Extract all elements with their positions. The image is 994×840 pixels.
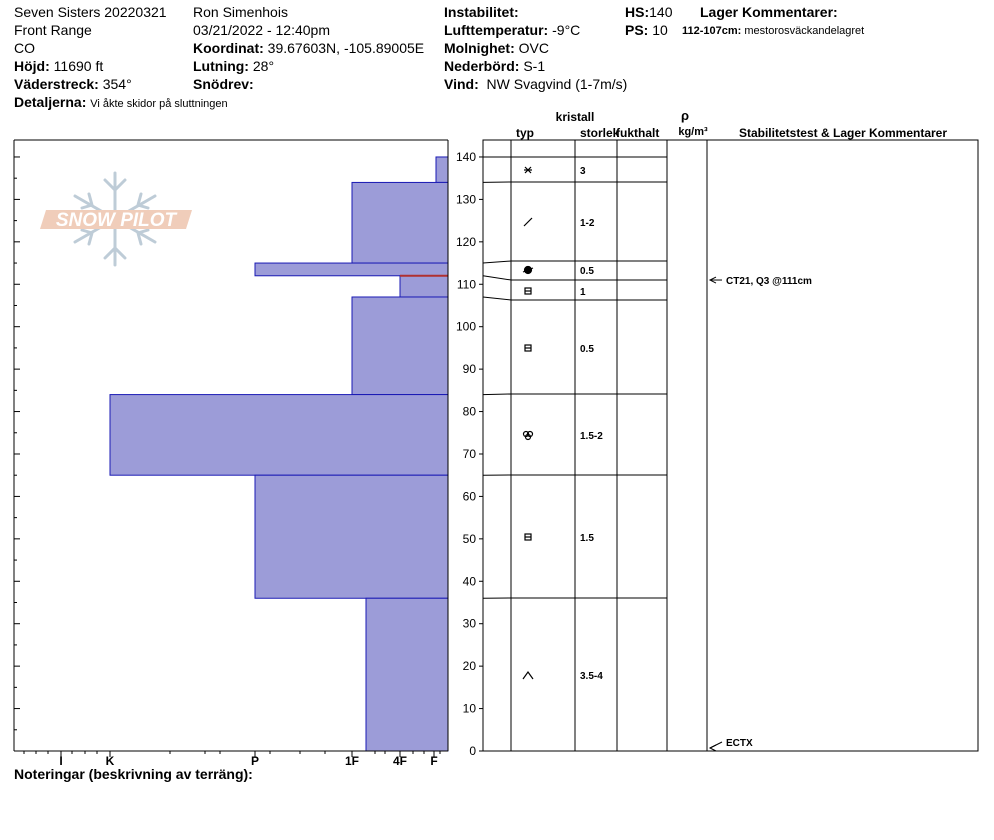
grain-size-label: 3.5-4 xyxy=(580,671,603,682)
logo-text: SNOW PILOT xyxy=(55,210,177,231)
depth-label-30: 30 xyxy=(462,616,476,631)
layer-connector-3 xyxy=(483,276,511,280)
depth-label-20: 20 xyxy=(462,659,476,674)
grain-size-label: 1-2 xyxy=(580,218,595,229)
coord-value: 39.67603N, -105.89005E xyxy=(267,40,425,56)
grain-size-label: 0.5 xyxy=(580,344,594,355)
hardness-bar-5 xyxy=(110,395,448,476)
hardness-bar-4 xyxy=(352,297,448,395)
test-label-1: ECTX xyxy=(726,738,753,749)
col-density-unit: kg/m³ xyxy=(678,126,708,138)
hardness-label-F: F xyxy=(430,754,438,768)
col-stability-header: Stabilitetstest & Lager Kommentarer xyxy=(738,126,948,140)
cloud-value: OVC xyxy=(518,40,549,56)
instability-label: Instabilitet: xyxy=(444,4,519,20)
depth-label-90: 90 xyxy=(462,362,476,377)
col-size-header: storlek xyxy=(580,126,620,140)
hardness-bar-6 xyxy=(255,475,448,598)
col-moisture-header: fukthalt xyxy=(616,126,660,140)
grain-size-label: 0.5 xyxy=(580,266,594,277)
depth-label-0: 0 xyxy=(469,744,476,758)
layer-connector-4 xyxy=(483,297,511,300)
layer-comment-range: 112-107cm: xyxy=(682,25,742,37)
notes-label: Noteringar (beskrivning av terräng): xyxy=(14,766,253,782)
details-label: Detaljerna: xyxy=(14,94,87,110)
right-panel-frame xyxy=(483,140,978,751)
grain-size-label: 1 xyxy=(580,287,586,298)
hardness-label-P: P xyxy=(250,754,260,768)
range-name: Front Range xyxy=(14,22,92,38)
test-label-0: CT21, Q3 @111cm xyxy=(726,276,812,288)
depth-label-120: 120 xyxy=(455,234,476,249)
col-rho-header: ρ xyxy=(680,108,690,123)
depth-label-50: 50 xyxy=(462,531,476,546)
grain-size-label: 1.5 xyxy=(580,533,594,544)
hs-value: 140 xyxy=(649,4,673,20)
ps-label: PS: xyxy=(625,22,649,38)
grain-faceted-icon xyxy=(525,288,531,294)
elevation-label: Höjd: xyxy=(14,58,50,74)
airtemp-value: -9°C xyxy=(552,22,581,38)
depth-label-10: 10 xyxy=(462,701,476,716)
site-name: Seven Sisters 20220321 xyxy=(14,4,167,20)
layer-comments-label: Lager Kommentarer: xyxy=(700,4,838,20)
precip-value: S-1 xyxy=(523,58,546,74)
hardness-label-4F: 4F xyxy=(392,754,408,768)
wind-value: NW Svagvind (1-7m/s) xyxy=(486,76,628,92)
slope-label: Lutning: xyxy=(193,58,249,74)
coord-label: Koordinat: xyxy=(193,40,264,56)
col-type-header: typ xyxy=(516,126,534,140)
grain-rounded-faceted-icon xyxy=(524,432,533,440)
details-value: Vi åkte skidor på sluttningen xyxy=(90,98,228,110)
grain-faceted-icon xyxy=(525,345,531,351)
layer-connector-5 xyxy=(483,394,511,395)
aspect-value: 354° xyxy=(102,76,132,92)
hardness-label-1F: 1F xyxy=(344,754,360,768)
observer-name: Ron Simenhois xyxy=(193,4,288,20)
grain-size-label: 1.5-2 xyxy=(580,431,603,442)
depth-label-40: 40 xyxy=(462,574,476,589)
depth-label-70: 70 xyxy=(462,446,476,461)
wind-label: Vind: xyxy=(444,76,479,92)
grain-faceted-icon xyxy=(525,534,531,540)
depth-label-80: 80 xyxy=(462,404,476,419)
col-crystal-header: kristall xyxy=(555,110,595,124)
layer-connector-2 xyxy=(483,261,511,263)
depth-label-140: 140 xyxy=(455,149,476,164)
observation-datetime: 03/21/2022 - 12:40pm xyxy=(193,22,330,38)
cloud-label: Molnighet: xyxy=(444,40,515,56)
hardness-bar-2 xyxy=(255,263,448,276)
ps-value: 10 xyxy=(652,22,668,38)
snowpilot-logo xyxy=(40,173,192,265)
layer-comment-text: mestorosväckandelagret xyxy=(744,25,865,37)
hardness-bars xyxy=(110,157,448,751)
aspect-label: Väderstreck: xyxy=(14,76,99,92)
airtemp-label: Lufttemperatur: xyxy=(444,22,549,38)
precip-label: Nederbörd: xyxy=(444,58,520,74)
hs-label: HS: xyxy=(625,4,650,20)
grain-decomposing-icon xyxy=(524,218,532,226)
grain-new-snow-icon xyxy=(524,167,532,173)
grain-size-label: 3 xyxy=(580,166,586,177)
depth-label-110: 110 xyxy=(456,277,476,292)
depth-label-130: 130 xyxy=(455,192,476,207)
layer-table xyxy=(483,140,978,751)
slope-value: 28° xyxy=(252,58,275,74)
grain-depth-hoar-icon xyxy=(523,672,533,679)
grain-stroke xyxy=(523,672,533,679)
hardness-label-K: K xyxy=(105,754,115,768)
drift-label: Snödrev: xyxy=(193,76,254,92)
depth-label-60: 60 xyxy=(462,489,476,504)
test-arrowhead-1 xyxy=(710,745,716,751)
hardness-bar-7 xyxy=(366,598,448,751)
state-name: CO xyxy=(14,40,35,56)
hardness-bar-3 xyxy=(400,276,448,297)
grain-stroke xyxy=(524,218,532,226)
hardness-label-I: I xyxy=(59,754,63,768)
grain-surface-hoar-icon xyxy=(523,267,533,274)
hardness-bar-0 xyxy=(436,157,448,182)
hardness-bar-1 xyxy=(352,182,448,263)
elevation-value: 11690 ft xyxy=(53,58,104,74)
depth-label-100: 100 xyxy=(455,319,476,334)
